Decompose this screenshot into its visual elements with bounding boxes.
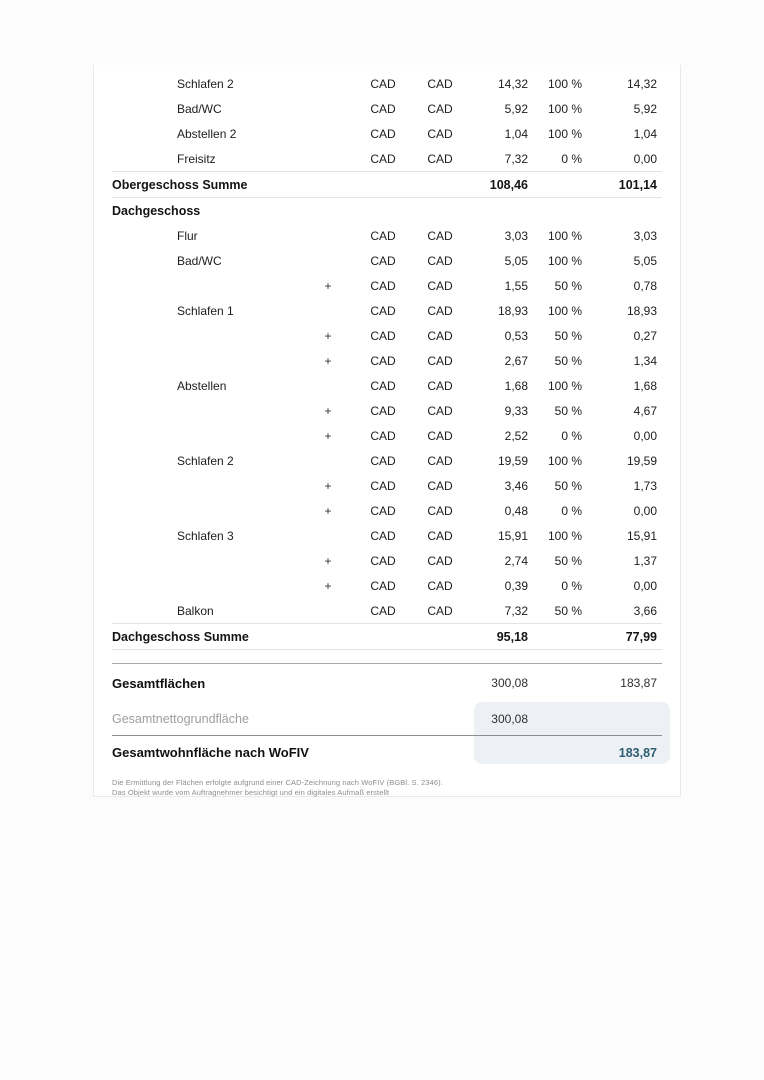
room-name: Schlafen 2 bbox=[177, 453, 234, 468]
method-source: CAD bbox=[370, 478, 396, 493]
method-source: CAD bbox=[370, 76, 396, 91]
method-source: CAD bbox=[370, 328, 396, 343]
sum-row bbox=[112, 171, 662, 198]
table-row bbox=[112, 298, 662, 323]
factor-percent: 100 % bbox=[547, 253, 582, 268]
living-value: 5,05 bbox=[633, 253, 657, 268]
method-source: CAD bbox=[370, 553, 396, 568]
area-value: 18,93 bbox=[497, 303, 528, 318]
method-source: CAD bbox=[370, 253, 396, 268]
method-calc: CAD bbox=[427, 503, 453, 518]
method-source: CAD bbox=[370, 578, 396, 593]
method-source: CAD bbox=[370, 428, 396, 443]
table-row bbox=[112, 523, 662, 548]
method-calc: CAD bbox=[427, 253, 453, 268]
area-table bbox=[112, 71, 662, 650]
living-value: 0,00 bbox=[633, 578, 657, 593]
table-row bbox=[112, 448, 662, 473]
living-value: 3,66 bbox=[633, 603, 657, 618]
area-value: 5,05 bbox=[504, 253, 528, 268]
wohnflaeche-label: Gesamtwohnfläche nach WoFIV bbox=[112, 745, 309, 760]
plus-sign: + bbox=[324, 503, 332, 518]
method-calc: CAD bbox=[427, 151, 453, 166]
area-value: 3,03 bbox=[504, 228, 528, 243]
area-value: 0,53 bbox=[504, 328, 528, 343]
factor-percent: 100 % bbox=[547, 126, 582, 141]
factor-percent: 100 % bbox=[547, 101, 582, 116]
plus-sign: + bbox=[324, 478, 332, 493]
method-calc: CAD bbox=[427, 478, 453, 493]
factor-percent: 0 % bbox=[561, 151, 582, 166]
table-row bbox=[112, 398, 662, 423]
area-value: 7,32 bbox=[504, 603, 528, 618]
factor-percent: 50 % bbox=[554, 403, 582, 418]
living-value: 14,32 bbox=[626, 76, 657, 91]
room-name: Bad/WC bbox=[177, 101, 222, 116]
section-header-row bbox=[112, 198, 662, 223]
nettogrundflaeche-label: Gesamtnettogrundfläche bbox=[112, 711, 249, 726]
room-name: Abstellen bbox=[177, 378, 227, 393]
living-value: 0,78 bbox=[633, 278, 657, 293]
living-value: 1,73 bbox=[633, 478, 657, 493]
factor-percent: 0 % bbox=[561, 578, 582, 593]
sum-living-value: 101,14 bbox=[618, 177, 657, 192]
factor-percent: 50 % bbox=[554, 328, 582, 343]
area-value: 1,04 bbox=[504, 126, 528, 141]
area-value: 19,59 bbox=[497, 453, 528, 468]
method-source: CAD bbox=[370, 353, 396, 368]
table-row bbox=[112, 323, 662, 348]
method-source: CAD bbox=[370, 126, 396, 141]
table-row bbox=[112, 598, 662, 623]
method-source: CAD bbox=[370, 453, 396, 468]
method-source: CAD bbox=[370, 603, 396, 618]
area-value: 0,48 bbox=[504, 503, 528, 518]
section-title: Dachgeschoss bbox=[112, 203, 201, 218]
sum-area-value: 95,18 bbox=[496, 629, 528, 644]
factor-percent: 50 % bbox=[554, 353, 582, 368]
table-row bbox=[112, 473, 662, 498]
table-row bbox=[112, 548, 662, 573]
factor-percent: 100 % bbox=[547, 303, 582, 318]
method-calc: CAD bbox=[427, 403, 453, 418]
plus-sign: + bbox=[324, 353, 332, 368]
method-calc: CAD bbox=[427, 278, 453, 293]
factor-percent: 50 % bbox=[554, 478, 582, 493]
area-value: 2,74 bbox=[504, 553, 528, 568]
method-source: CAD bbox=[370, 228, 396, 243]
room-name: Abstellen 2 bbox=[177, 126, 237, 141]
gesamtflaechen-area: 300,08 bbox=[491, 676, 528, 690]
area-value: 0,39 bbox=[504, 578, 528, 593]
area-value: 5,92 bbox=[504, 101, 528, 116]
method-calc: CAD bbox=[427, 553, 453, 568]
factor-percent: 100 % bbox=[547, 76, 582, 91]
plus-sign: + bbox=[324, 553, 332, 568]
method-calc: CAD bbox=[427, 528, 453, 543]
method-calc: CAD bbox=[427, 101, 453, 116]
method-calc: CAD bbox=[427, 328, 453, 343]
plus-sign: + bbox=[324, 403, 332, 418]
living-value: 19,59 bbox=[626, 453, 657, 468]
plus-sign: + bbox=[324, 278, 332, 293]
method-source: CAD bbox=[370, 303, 396, 318]
factor-percent: 100 % bbox=[547, 378, 582, 393]
table-row bbox=[112, 96, 662, 121]
room-name: Schlafen 1 bbox=[177, 303, 234, 318]
footnote-line1: Die Ermittlung der Flächen erfolgte aufgrund einer CAD-Zeichnung nach WoFIV (BGBl. S. 2346). bbox=[112, 778, 443, 787]
method-calc: CAD bbox=[427, 578, 453, 593]
area-value: 1,55 bbox=[504, 278, 528, 293]
area-value: 1,68 bbox=[504, 378, 528, 393]
sum-area-value: 108,46 bbox=[489, 177, 528, 192]
factor-percent: 50 % bbox=[554, 278, 582, 293]
method-calc: CAD bbox=[427, 378, 453, 393]
method-source: CAD bbox=[370, 528, 396, 543]
area-value: 2,52 bbox=[504, 428, 528, 443]
living-value: 0,00 bbox=[633, 428, 657, 443]
table-row bbox=[112, 573, 662, 598]
area-value: 3,46 bbox=[504, 478, 528, 493]
table-row bbox=[112, 146, 662, 171]
document-page bbox=[93, 65, 681, 797]
factor-percent: 100 % bbox=[547, 453, 582, 468]
nettogrundflaeche-row bbox=[112, 702, 662, 736]
factor-percent: 100 % bbox=[547, 528, 582, 543]
wohnflaeche-row bbox=[112, 736, 662, 769]
method-calc: CAD bbox=[427, 303, 453, 318]
living-value: 0,00 bbox=[633, 151, 657, 166]
table-row bbox=[112, 121, 662, 146]
living-value: 18,93 bbox=[626, 303, 657, 318]
method-calc: CAD bbox=[427, 76, 453, 91]
gesamtflaechen-row bbox=[112, 664, 662, 702]
method-source: CAD bbox=[370, 378, 396, 393]
method-source: CAD bbox=[370, 278, 396, 293]
sum-living-value: 77,99 bbox=[625, 629, 657, 644]
area-value: 9,33 bbox=[504, 403, 528, 418]
living-value: 15,91 bbox=[626, 528, 657, 543]
area-value: 14,32 bbox=[497, 76, 528, 91]
room-name: Flur bbox=[177, 228, 198, 243]
method-source: CAD bbox=[370, 101, 396, 116]
living-value: 3,03 bbox=[633, 228, 657, 243]
table-row bbox=[112, 273, 662, 298]
living-value: 0,27 bbox=[633, 328, 657, 343]
room-name: Schlafen 2 bbox=[177, 76, 234, 91]
gesamtflaechen-label: Gesamtflächen bbox=[112, 675, 206, 691]
area-value: 15,91 bbox=[497, 528, 528, 543]
living-value: 1,68 bbox=[633, 378, 657, 393]
factor-percent: 100 % bbox=[547, 228, 582, 243]
method-source: CAD bbox=[370, 503, 396, 518]
living-value: 4,67 bbox=[633, 403, 657, 418]
plus-sign: + bbox=[324, 328, 332, 343]
table-row bbox=[112, 348, 662, 373]
room-name: Bad/WC bbox=[177, 253, 222, 268]
living-value: 1,04 bbox=[633, 126, 657, 141]
plus-sign: + bbox=[324, 578, 332, 593]
table-row bbox=[112, 248, 662, 273]
room-name: Balkon bbox=[177, 603, 214, 618]
gesamtflaechen-living: 183,87 bbox=[620, 676, 657, 690]
table-row bbox=[112, 373, 662, 398]
living-value: 1,37 bbox=[633, 553, 657, 568]
living-value: 1,34 bbox=[633, 353, 657, 368]
factor-percent: 0 % bbox=[561, 503, 582, 518]
area-value: 7,32 bbox=[504, 151, 528, 166]
method-calc: CAD bbox=[427, 228, 453, 243]
method-calc: CAD bbox=[427, 428, 453, 443]
living-value: 0,00 bbox=[633, 503, 657, 518]
footnote-line2: Das Objekt wurde vom Auftragnehmer besichtigt und ein digitales Aufmaß erstellt bbox=[112, 787, 390, 797]
table-row bbox=[112, 498, 662, 523]
method-calc: CAD bbox=[427, 353, 453, 368]
area-value: 2,67 bbox=[504, 353, 528, 368]
room-name: Freisitz bbox=[177, 151, 216, 166]
method-calc: CAD bbox=[427, 453, 453, 468]
living-value: 5,92 bbox=[633, 101, 657, 116]
nettogrundflaeche-area: 300,08 bbox=[491, 711, 528, 726]
wohnflaeche-living: 183,87 bbox=[618, 745, 657, 760]
table-row bbox=[112, 71, 662, 96]
plus-sign: + bbox=[324, 428, 332, 443]
factor-percent: 50 % bbox=[554, 603, 582, 618]
factor-percent: 0 % bbox=[561, 428, 582, 443]
table-row bbox=[112, 223, 662, 248]
method-calc: CAD bbox=[427, 603, 453, 618]
sum-label: Dachgeschoss Summe bbox=[112, 629, 249, 644]
factor-percent: 50 % bbox=[554, 553, 582, 568]
method-source: CAD bbox=[370, 403, 396, 418]
sum-label: Obergeschoss Summe bbox=[112, 177, 248, 192]
method-calc: CAD bbox=[427, 126, 453, 141]
room-name: Schlafen 3 bbox=[177, 528, 234, 543]
sum-row bbox=[112, 623, 662, 650]
footnote bbox=[112, 778, 662, 797]
totals-section bbox=[112, 663, 662, 769]
table-row bbox=[112, 423, 662, 448]
method-source: CAD bbox=[370, 151, 396, 166]
